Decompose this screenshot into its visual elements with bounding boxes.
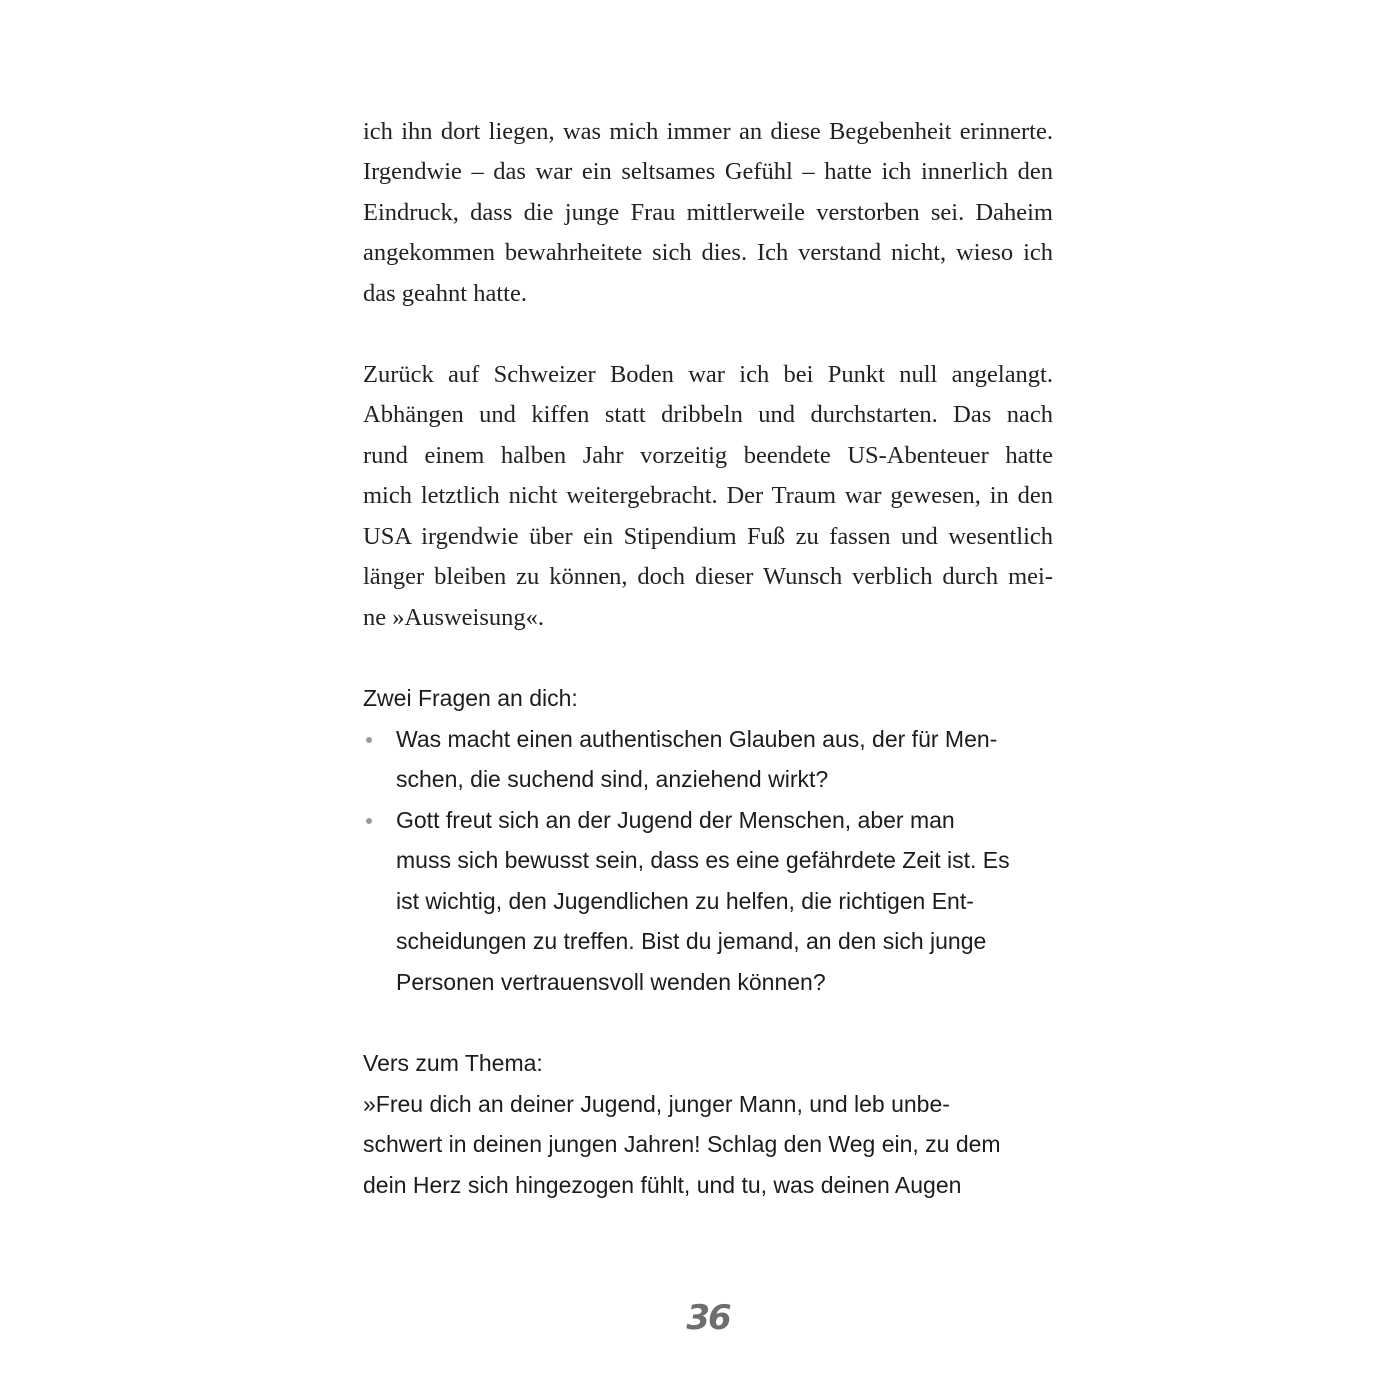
bullet-icon <box>366 737 372 743</box>
text-line: das geahnt hatte. <box>363 280 527 307</box>
text-line: Personen vertrauensvoll wenden können? <box>396 969 826 995</box>
text-line: länger bleiben zu können, doch dieser Wunsch verblich durch mei- <box>363 563 1053 590</box>
verse-line: dein Herz sich hingezogen fühlt, und tu, was deinen Augen <box>363 1172 962 1198</box>
text-line: angekommen bewahrheitete sich dies. Ich verstand nicht, wieso ich <box>363 239 1053 266</box>
text-line: muss sich bewusst sein, dass es eine gefährdete Zeit ist. Es <box>396 847 1010 873</box>
questions-heading: Zwei Fragen an dich: <box>363 685 578 711</box>
text-line: ich ihn dort liegen, was mich immer an diese Begebenheit erinnerte. <box>363 118 1053 145</box>
bullet-icon <box>366 818 372 824</box>
text-line: mich letztlich nicht weitergebracht. Der Traum war gewesen, in den <box>363 482 1053 509</box>
text-line: schen, die suchend sind, anziehend wirkt? <box>396 766 829 792</box>
verse-line: schwert in deinen jungen Jahren! Schlag den Weg ein, zu dem <box>363 1131 1001 1157</box>
text-line: scheidungen zu treffen. Bist du jemand, an den sich junge <box>396 928 987 954</box>
text-line: Gott freut sich an der Jugend der Menschen, aber man <box>396 807 955 833</box>
text-line: USA irgendwie über ein Stipendium Fuß zu fassen und wesentlich <box>363 523 1053 550</box>
text-line: Irgendwie – das war ein seltsames Gefühl – hatte ich innerlich den <box>363 158 1053 185</box>
page-number: 36 <box>686 1298 730 1338</box>
text-line: ist wichtig, den Jugendlichen zu helfen, die richtigen Ent- <box>396 888 974 914</box>
verse-line: »Freu dich an deiner Jugend, junger Mann, und leb unbe- <box>363 1091 950 1117</box>
text-line: Zurück auf Schweizer Boden war ich bei Punkt null angelangt. <box>363 361 1053 388</box>
text-line: rund einem halben Jahr vorzeitig beendete US-Abenteuer hatte <box>363 442 1053 469</box>
text-line: Eindruck, dass die junge Frau mittlerweile verstorben sei. Daheim <box>363 199 1053 226</box>
text-line: ne »Ausweisung«. <box>363 604 545 631</box>
text-line: Abhängen und kiffen statt dribbeln und durchstarten. Das nach <box>363 401 1053 428</box>
text-line: Was macht einen authentischen Glauben aus, der für Men- <box>396 726 998 752</box>
verse-heading: Vers zum Thema: <box>363 1050 543 1076</box>
